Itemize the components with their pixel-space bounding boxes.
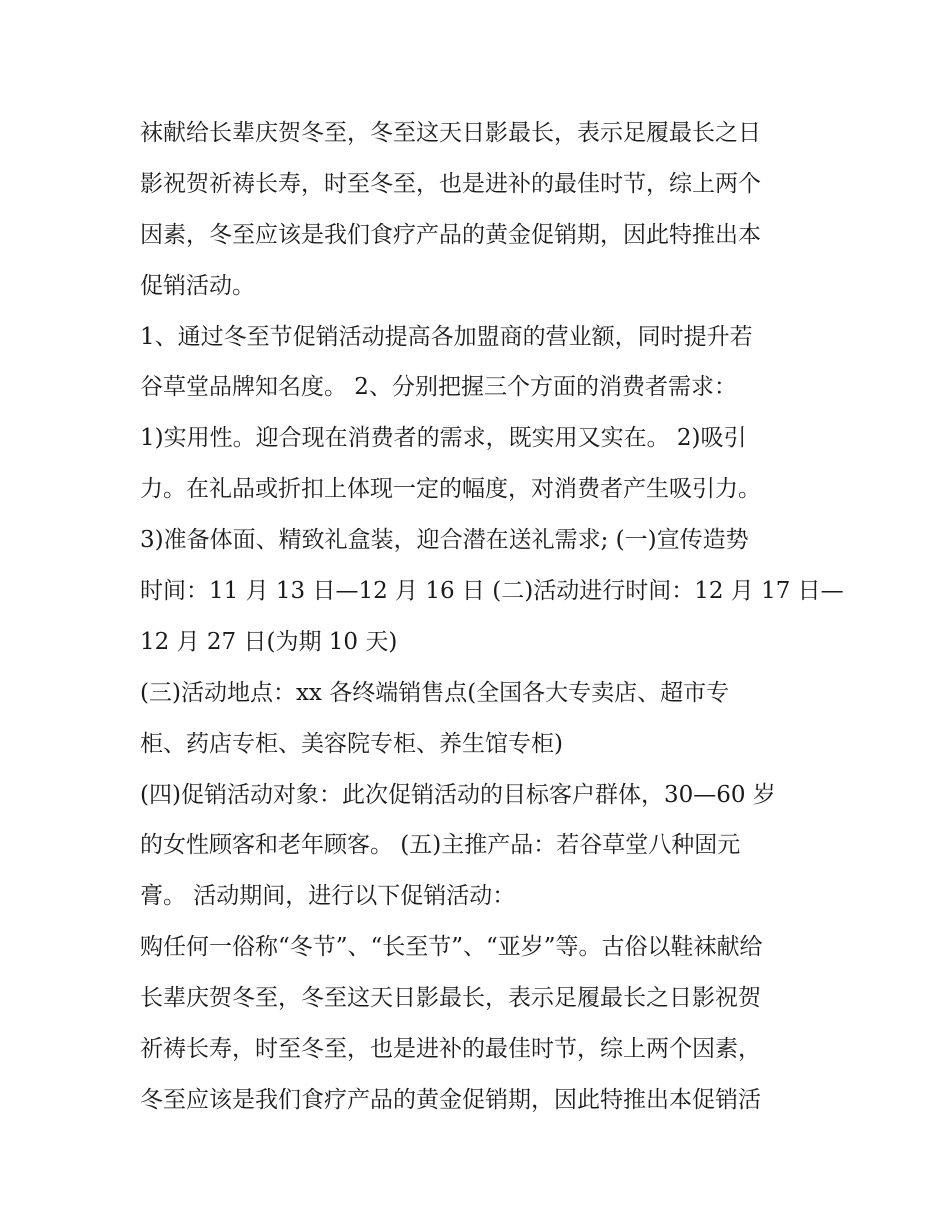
text-line: 冬至应该是我们食疗产品的黄金促销期，因此特推出本促销活 (140, 1086, 761, 1113)
text-line: 谷草堂品牌知名度。 2、分别把握三个方面的消费者需求： (140, 374, 737, 401)
text-line: 长辈庆贺冬至，冬至这天日影最长，表示足履最长之日影祝贺 (140, 985, 761, 1012)
text-line: 袜献给长辈庆贺冬至，冬至这天日影最长，表示足履最长之日 (140, 120, 761, 146)
text-line: 影祝贺祈祷长寿，时至冬至，也是进补的最佳时节，综上两个 (140, 170, 761, 197)
text-line: 1、通过冬至节促销活动提高各加盟商的营业额，同时提升若 (140, 323, 753, 350)
text-line: 因素，冬至应该是我们食疗产品的黄金促销期，因此特推出本 (140, 221, 761, 248)
text-line: 的女性顾客和老年顾客。 (五)主推产品：若谷草堂八种固元 (140, 832, 741, 859)
text-line: 购任何一俗称“冬节”、“长至节”、“亚岁”等。古俗以鞋袜献给 (140, 934, 763, 961)
text-line: 祈祷长寿，时至冬至，也是进补的最佳时节，综上两个因素， (140, 1036, 761, 1063)
document-body (140, 108, 844, 1126)
text-line: 12 月 27 日(为期 10 天) (140, 628, 398, 655)
text-line: 柜、药店专柜、美容院专柜、养生馆专柜) (140, 730, 563, 757)
text-line: (三)活动地点：xx 各终端销售点(全国各大专卖店、超市专 (140, 679, 730, 706)
text-line: (四)促销活动对象：此次促销活动的目标客户群体，30—60 岁 (140, 781, 776, 808)
text-line: 3)准备体面、精致礼盒装，迎合潜在送礼需求; (一)宣传造势 (140, 527, 749, 554)
text-line: 促销活动。 (140, 272, 255, 299)
text-line: 时间：11 月 13 日—12 月 16 日 (二)活动进行时间：12 月 17 日— (140, 578, 844, 605)
text-line: 膏。 活动期间，进行以下促销活动： (140, 883, 516, 910)
text-line: 力。在礼品或折扣上体现一定的幅度，对消费者产生吸引力。 (140, 476, 761, 503)
text-line: 1)实用性。迎合现在消费者的需求，既实用又实在。 2)吸引 (140, 425, 747, 452)
